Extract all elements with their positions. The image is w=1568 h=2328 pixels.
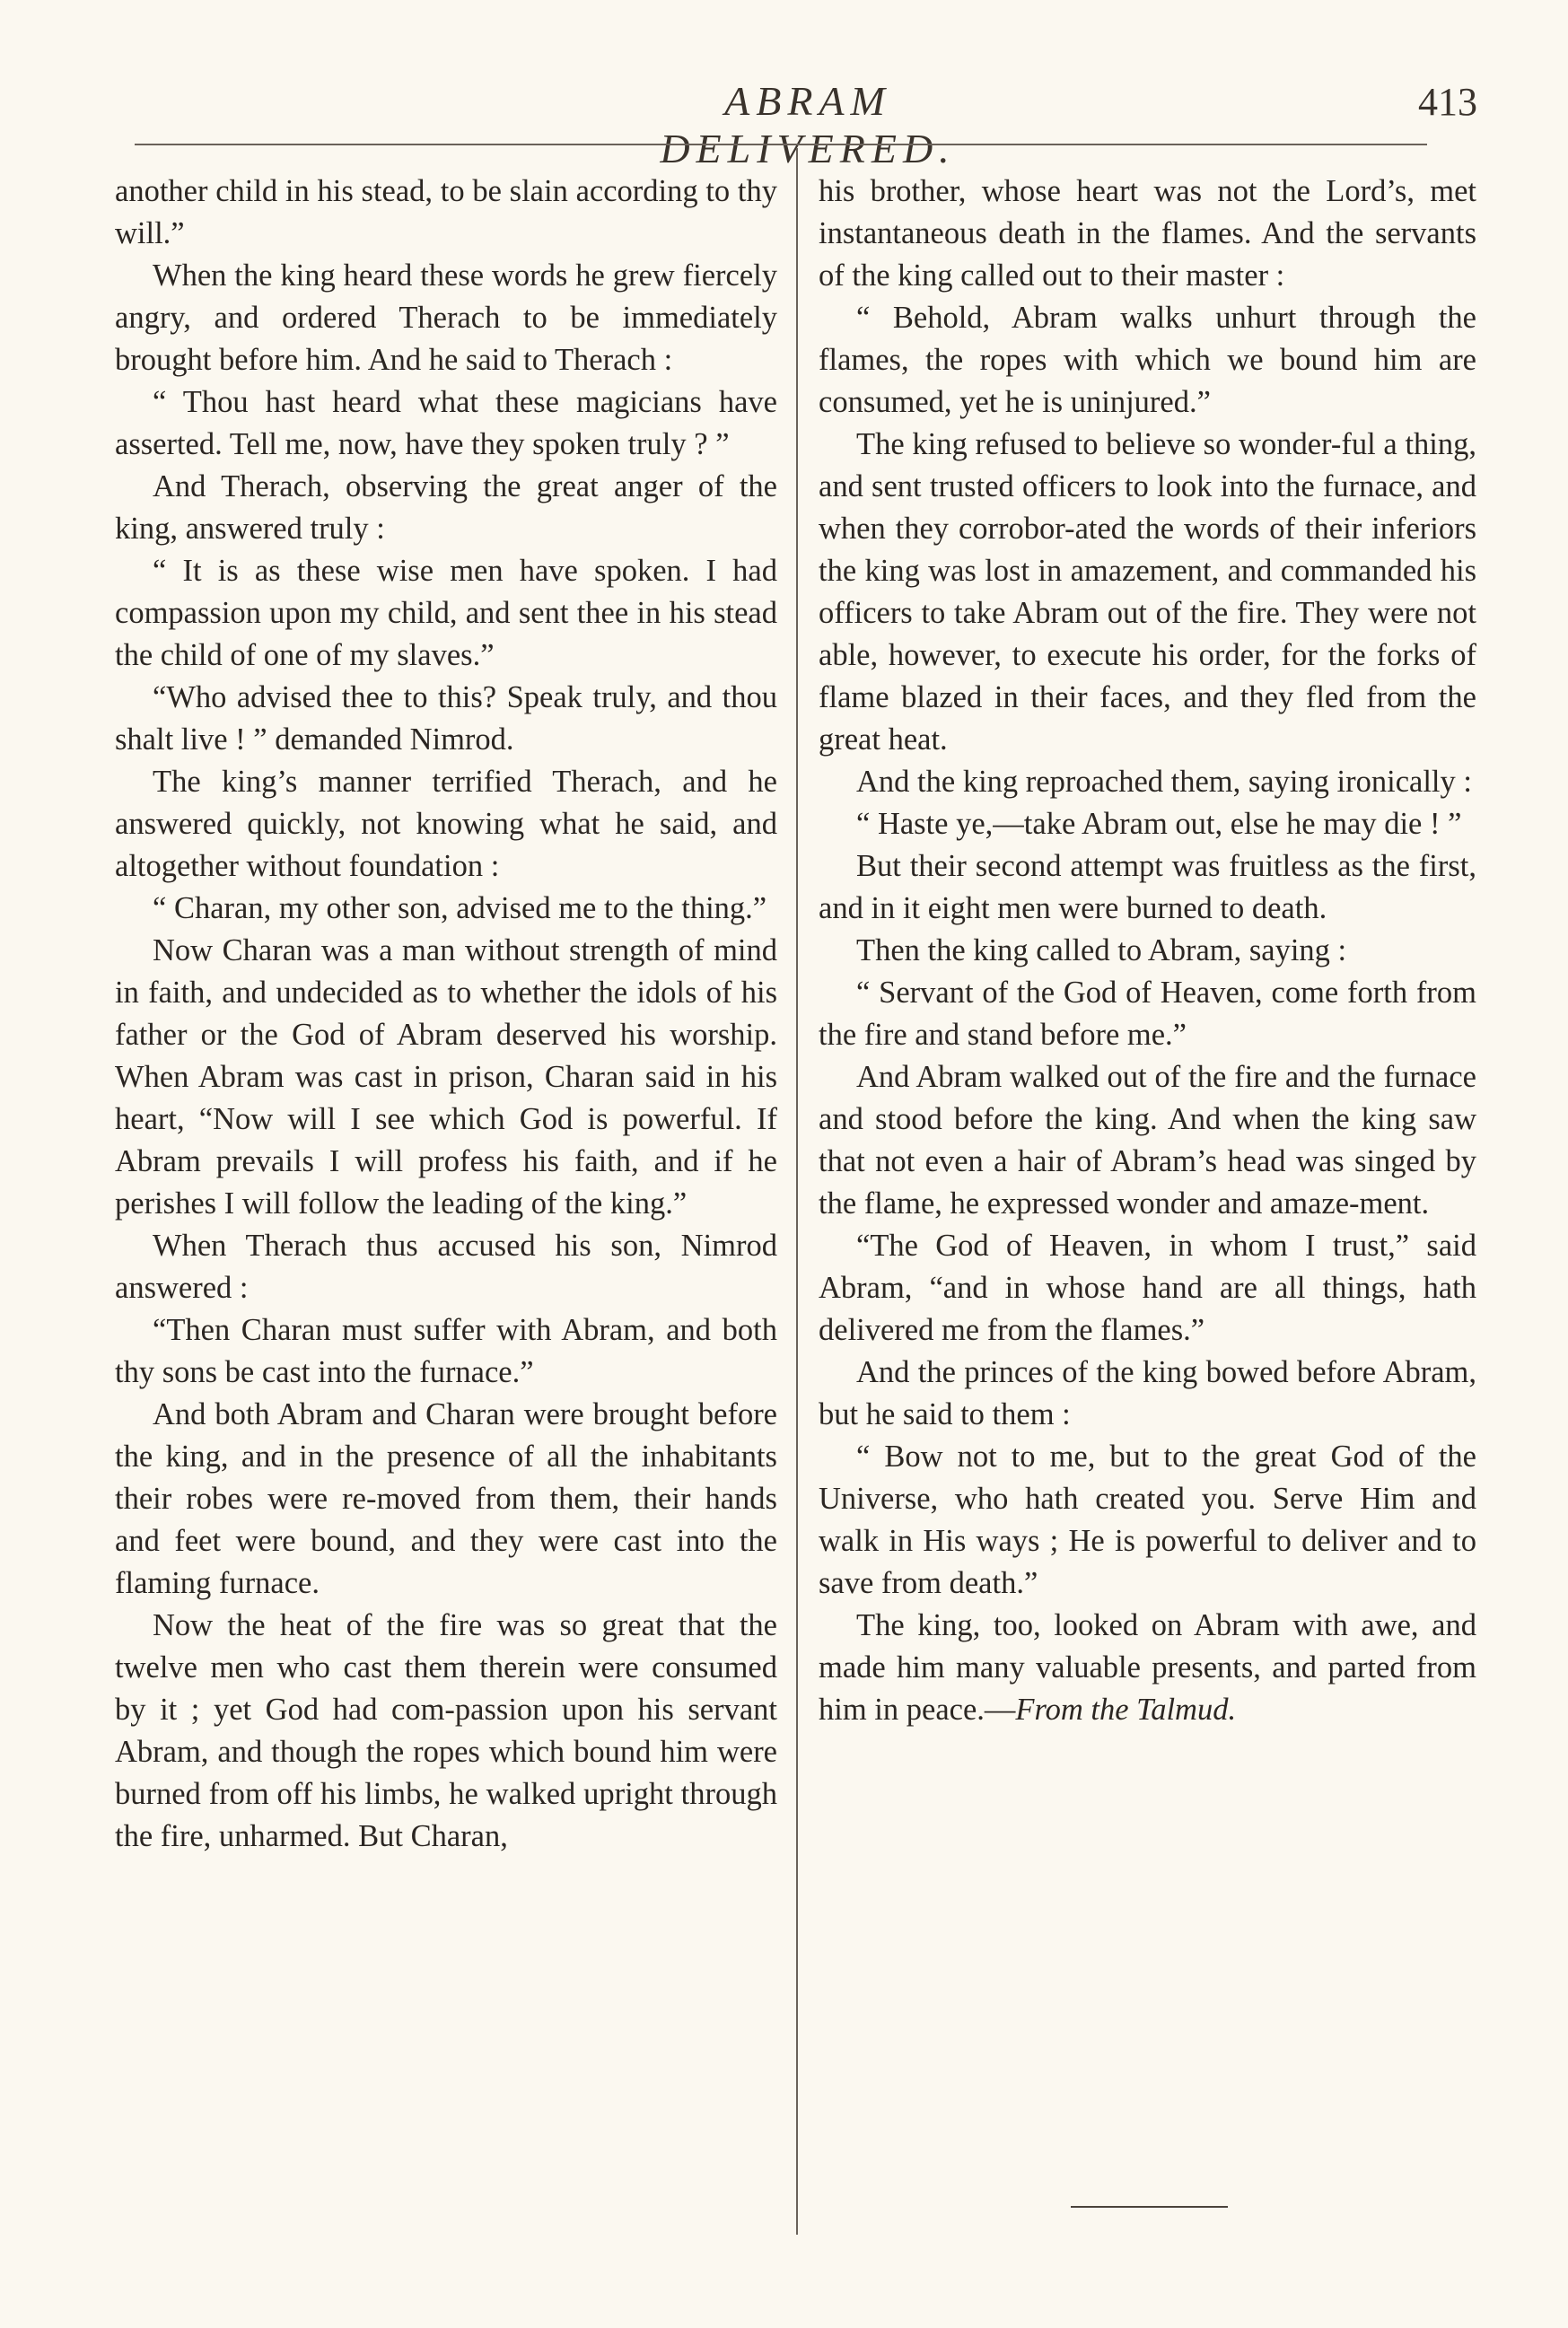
paragraph: And the princes of the king bowed before Abram, but he said to them : (819, 1355, 1476, 1431)
paragraph: Then the king called to Abram, saying : (856, 933, 1347, 967)
paragraph: “ Thou hast heard what these magicians have asserted. Tell me, now, have they spoken truly ? ” (115, 385, 777, 461)
paragraph: Now the heat of the fire was so great that the twelve men who cast them therein were consumed by it ; yet God had com-passion upon his servant Abram, and though the ropes which bound him were burned from off his limbs, he walked upright through the fire, unharmed. But Charan, (115, 1608, 777, 1853)
paragraph: But their second attempt was fruitless as the first, and in it eight men were burned to death. (819, 849, 1476, 925)
page-number: 413 (1418, 80, 1477, 124)
paragraph: “Then Charan must suffer with Abram, and both thy sons be cast into the furnace.” (115, 1313, 777, 1389)
paragraph: another child in his stead, to be slain according to thy will.” (115, 174, 777, 250)
paragraph: “ Charan, my other son, advised me to the thing.” (153, 891, 767, 925)
paragraph: When Therach thus accused his son, Nimrod answered : (115, 1229, 777, 1305)
right-column (819, 171, 1476, 1731)
column-divider (796, 148, 798, 2235)
paragraph: “Who advised thee to this? Speak truly, and thou shalt live ! ” demanded Nimrod. (115, 680, 777, 757)
paragraph: “ Bow not to me, but to the great God of the Universe, who hath created you. Serve Him and walk in His ways ; He is powerful to deliver and to save from death.” (819, 1440, 1476, 1600)
paragraph: “ It is as these wise men have spoken. I had compassion upon my child, and sent thee in his stead the child of one of my slaves.” (115, 554, 777, 672)
paragraph: “ Servant of the God of Heaven, come forth from the fire and stand before me.” (819, 976, 1476, 1052)
paragraph: And Abram walked out of the fire and the furnace and stood before the king. And when the king saw that not even a hair of Abram’s head was singed by the flame, he expressed wonder and amaze-ment. (819, 1060, 1476, 1221)
paragraph: “The God of Heaven, in whom I trust,” said Abram, “and in whose hand are all things, hath delivered me from the flames.” (819, 1229, 1476, 1347)
paragraph: The king refused to believe so wonder-ful a thing, and sent trusted officers to look into the furnace, and when they corrobor-ated the words of their inferiors the king was lost in amazement, and commanded his officers to take Abram out of the fire. They were not able, however, to execute his order, for the forks of flame blazed in their faces, and they fled from the great heat. (819, 427, 1476, 757)
paragraph: Now Charan was a man without strength of mind in faith, and undecided as to whether the idols of his father or the God of Abram deserved his worship. When Abram was cast in prison, Charan said in his heart, “Now will I see which God is powerful. If Abram prevails I will profess his faith, and if he perishes I will follow the leading of the king.” (115, 933, 777, 1221)
end-rule (1071, 2206, 1228, 2208)
paragraph: And both Abram and Charan were brought before the king, and in the presence of all the inhabitants their robes were re-moved from them, their hands and feet were bound, and they were cast into the flaming furnace. (115, 1397, 777, 1600)
source-credit: From the Talmud. (1015, 1693, 1237, 1727)
running-header-title: ABRAM DELIVERED. (660, 78, 956, 171)
paragraph: And the king reproached them, saying ironically : (856, 765, 1472, 799)
paragraph: And Therach, observing the great anger of the king, answered truly : (115, 469, 777, 546)
paragraph: When the king heard these words he grew fiercely angry, and ordered Therach to be immediately brought before him. And he said to Therach : (115, 258, 777, 377)
left-column (115, 171, 777, 1858)
paragraph: his brother, whose heart was not the Lord’s, met instantaneous death in the flames. And the servants of the king called out to their master : (819, 174, 1476, 293)
final-paragraph (819, 1605, 1476, 1731)
final-paragraph-text: The king, too, looked on Abram with awe, and made him many valuable presents, and parted from him in peace.— (819, 1608, 1476, 1727)
paragraph: “ Haste ye,—take Abram out, else he may die ! ” (856, 807, 1462, 841)
header-rule (135, 144, 1427, 145)
paragraph: The king’s manner terrified Therach, and he answered quickly, not knowing what he said, and altogether without foundation : (115, 765, 777, 883)
paragraph: “ Behold, Abram walks unhurt through the flames, the ropes with which we bound him are consumed, yet he is uninjured.” (819, 301, 1476, 419)
